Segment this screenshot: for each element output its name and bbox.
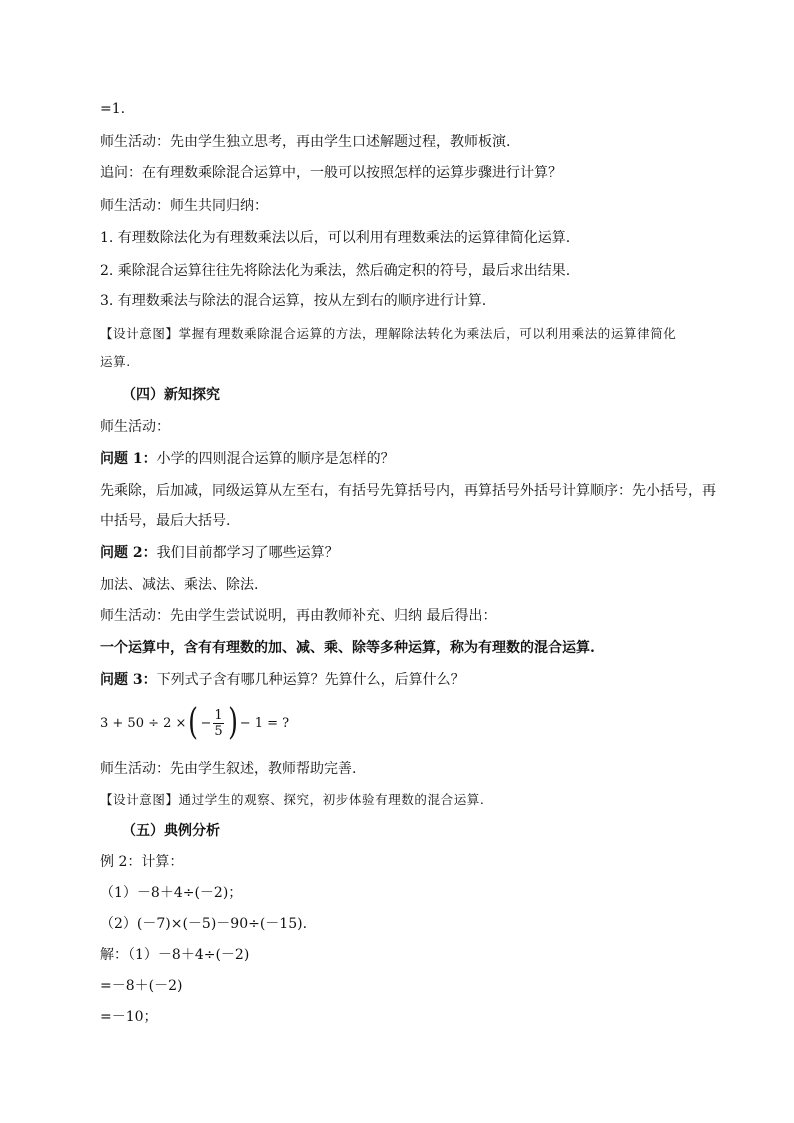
text-line: 例 2：计算： xyxy=(100,854,184,870)
design-intent: 【设计意图】通过学生的观察、探究，初步体验有理数的混合运算. xyxy=(100,792,485,807)
list-item: 1. 有理数除法化为有理数乘法以后，可以利用有理数乘法的运算律简化运算. xyxy=(100,230,571,246)
design-intent: 【设计意图】掌握有理数乘除混合运算的方法，理解除法转化为乘法后，可以利用乘法的运算律简化 xyxy=(100,326,677,341)
right-paren: ) xyxy=(227,702,238,743)
text-line: 师生活动：先由学生叙述，教师帮助完善. xyxy=(100,761,357,777)
math-line: =－10； xyxy=(100,1009,158,1025)
text-line: =1. xyxy=(100,101,126,117)
text-line: 师生活动： xyxy=(100,419,170,435)
formula-minus: − xyxy=(200,715,212,731)
question-label: 问题 2： xyxy=(100,545,157,561)
question-line xyxy=(100,544,339,562)
text-line: 师生活动：师生共同归纳： xyxy=(100,198,268,214)
question-text: 小学的四则混合运算的顺序是怎样的？ xyxy=(156,451,395,467)
text-line: 师生活动：先由学生独立思考，再由学生口述解题过程，教师板演. xyxy=(100,134,511,150)
design-intent-cont: 运算. xyxy=(100,354,131,369)
fraction xyxy=(213,708,223,739)
question-text: 我们目前都学习了哪些运算？ xyxy=(156,545,339,561)
section-heading: （四）新知探究 xyxy=(122,387,220,403)
text-line: 中括号，最后大括号. xyxy=(100,513,231,529)
fraction-numerator: 1 xyxy=(214,707,223,723)
question-line xyxy=(100,671,465,689)
math-formula xyxy=(100,698,289,748)
text-line: 追问：在有理数乘除混合运算中，一般可以按照怎样的运算步骤进行计算？ xyxy=(100,165,562,181)
math-line: =－8＋(－2) xyxy=(100,978,183,994)
definition-text: 一个运算中，含有有理数的加、减、乘、除等多种运算，称为有理数的混合运算. xyxy=(100,640,595,656)
question-label: 问题 3： xyxy=(100,672,157,688)
math-line: （2）(－7)×(－5)－90÷(－15). xyxy=(100,916,308,932)
text-line: 先乘除，后加减，同级运算从左至右，有括号先算括号内，再算括号外括号计算顺序：先小括号，再 xyxy=(100,483,716,499)
math-line: 解：（1）－8＋4÷(－2) xyxy=(100,947,250,963)
question-label: 问题 1： xyxy=(100,451,157,467)
formula-right: − 1 = ? xyxy=(239,715,290,731)
text-line: 师生活动：先由学生尝试说明，再由教师补充、归纳 最后得出： xyxy=(100,608,497,624)
question-text: 下列式子含有哪几种运算？先算什么，后算什么？ xyxy=(156,672,465,688)
formula-left: 3 + 50 ÷ 2 × xyxy=(100,715,187,731)
list-item: 2. 乘除混合运算往往先将除法化为乘法，然后确定积的符号，最后求出结果. xyxy=(100,263,571,279)
left-paren: ( xyxy=(188,702,199,743)
fraction-denominator: 5 xyxy=(214,723,223,739)
text-line: 加法、减法、乘法、除法. xyxy=(100,577,259,593)
math-line: （1）－8＋4÷(－2)； xyxy=(100,885,243,901)
section-heading: （五）典例分析 xyxy=(122,823,220,839)
list-item: 3. 有理数乘法与除法的混合运算，按从左到右的顺序进行计算. xyxy=(100,293,487,309)
question-line xyxy=(100,450,395,468)
